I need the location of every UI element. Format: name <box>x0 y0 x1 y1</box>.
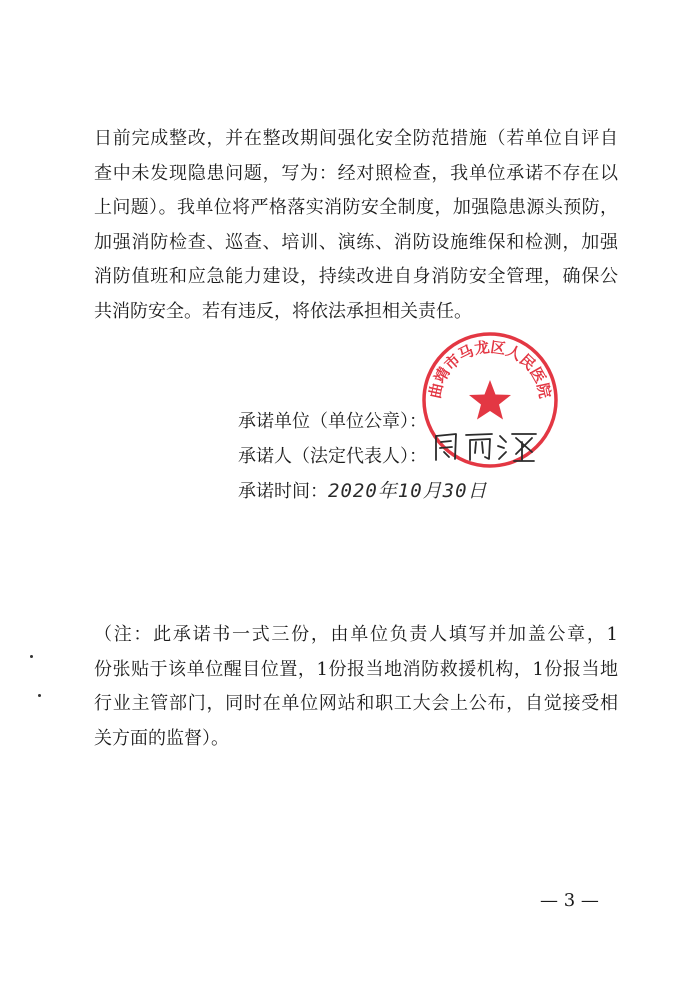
note-section <box>94 618 618 756</box>
commitment-unit-label: 承诺单位（单位公章）： <box>238 411 427 432</box>
handwritten-date: 2020年10月30日 <box>328 480 488 502</box>
body-line: 上问题）。我单位将严格落实消防安全制度，加强隐患源头预防， <box>94 197 618 219</box>
seal-text: 曲靖市马龙区人民医院 <box>425 337 555 400</box>
note-line: 行业主管部门，同时在单位网站和职工大会上公布，自觉接受相 <box>94 693 618 715</box>
page-number: — 3 — <box>540 890 599 911</box>
body-line: 日前完成整改，并在整改期间强化安全防范措施（若单位自评自 <box>94 128 618 149</box>
body-line: 加强消防检查、巡查、培训、演练、消防设施维保和检测，加强 <box>94 231 618 253</box>
body-line: 查中未发现隐患问题，写为：经对照检查，我单位承诺不存在以 <box>94 162 618 184</box>
commitment-time-row <box>238 474 488 509</box>
commitment-body <box>94 122 618 330</box>
commitment-person-label: 承诺人（法定代表人）： <box>238 446 427 467</box>
body-line: 共消防安全。若有违反，将依法承担相关责任。 <box>94 300 472 322</box>
note-line: （注：此承诺书一式三份，由单位负责人填写并加盖公章，1 <box>94 624 618 645</box>
note-line: 关方面的监督）。 <box>94 727 229 749</box>
scan-speck <box>30 655 33 658</box>
body-line: 消防值班和应急能力建设，持续改进自身消防安全管理，确保公 <box>94 266 618 288</box>
scan-speck <box>38 694 41 697</box>
note-line: 份张贴于该单位醒目位置，1份报当地消防救援机构，1份报当地 <box>94 658 618 680</box>
handwritten-signature-icon <box>430 428 542 464</box>
commitment-time-label: 承诺时间： <box>238 481 328 502</box>
